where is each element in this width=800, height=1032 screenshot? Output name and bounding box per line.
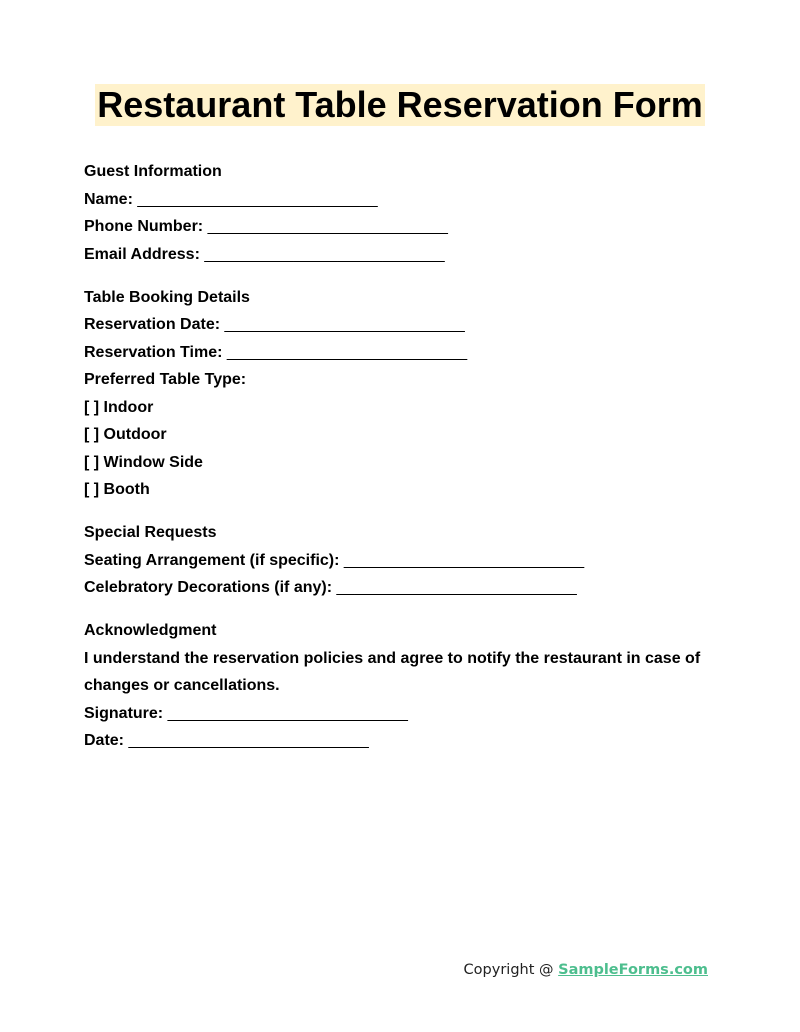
date-label: Date: bbox=[84, 732, 125, 749]
decorations-blank[interactable]: ___________________________ bbox=[336, 579, 577, 596]
section-heading: Special Requests bbox=[84, 524, 217, 541]
special-requests-section bbox=[84, 519, 716, 602]
copyright-footer bbox=[464, 962, 708, 978]
table-option-indoor[interactable]: [ ] Indoor bbox=[84, 398, 154, 416]
signature-label: Signature: bbox=[84, 704, 164, 722]
phone-blank[interactable]: ___________________________ bbox=[207, 218, 448, 235]
seating-field bbox=[84, 547, 716, 575]
section-heading: Guest Information bbox=[84, 163, 222, 180]
phone-field bbox=[84, 213, 716, 241]
table-booking-section bbox=[84, 284, 716, 504]
reservation-date-blank[interactable]: ___________________________ bbox=[224, 316, 465, 333]
section-heading: Acknowledgment bbox=[84, 622, 217, 639]
decorations-field bbox=[84, 574, 716, 602]
seating-blank[interactable]: ___________________________ bbox=[343, 551, 585, 569]
name-blank[interactable]: ___________________________ bbox=[137, 190, 378, 208]
acknowledgment-section bbox=[84, 617, 716, 755]
table-option-booth[interactable]: [ ] Booth bbox=[84, 481, 150, 498]
table-type-label: Preferred Table Type: bbox=[84, 371, 247, 388]
email-field bbox=[84, 241, 716, 269]
form-body bbox=[84, 158, 716, 770]
page-title: Restaurant Table Reservation Form bbox=[97, 84, 703, 125]
seating-label: Seating Arrangement (if specific): bbox=[84, 551, 340, 569]
reservation-time-field bbox=[84, 339, 716, 367]
reservation-time-blank[interactable]: ___________________________ bbox=[226, 343, 468, 361]
acknowledgment-statement: I understand the reservation policies and agree to notify the restaurant in case of changes or cancellations. bbox=[84, 649, 701, 694]
guest-information-section bbox=[84, 158, 716, 268]
section-heading: Table Booking Details bbox=[84, 288, 250, 306]
phone-label: Phone Number: bbox=[84, 218, 204, 235]
sampleforms-link[interactable]: SampleForms.com bbox=[558, 962, 708, 978]
name-field bbox=[84, 186, 716, 214]
table-option-outdoor[interactable]: [ ] Outdoor bbox=[84, 426, 167, 443]
decorations-label: Celebratory Decorations (if any): bbox=[84, 579, 333, 596]
copyright-text: Copyright @ bbox=[463, 962, 559, 978]
email-blank[interactable]: ___________________________ bbox=[204, 245, 445, 263]
name-label: Name: bbox=[84, 190, 133, 208]
reservation-time-label: Reservation Time: bbox=[84, 343, 223, 361]
reservation-date-field bbox=[84, 311, 716, 339]
date-field bbox=[84, 727, 716, 755]
email-label: Email Address: bbox=[84, 245, 200, 263]
table-option-window-side[interactable]: [ ] Window Side bbox=[84, 453, 203, 471]
date-blank[interactable]: ___________________________ bbox=[128, 732, 369, 749]
reservation-date-label: Reservation Date: bbox=[84, 316, 221, 333]
title-container bbox=[0, 84, 800, 126]
signature-blank[interactable]: ___________________________ bbox=[167, 704, 408, 722]
signature-field bbox=[84, 700, 716, 728]
